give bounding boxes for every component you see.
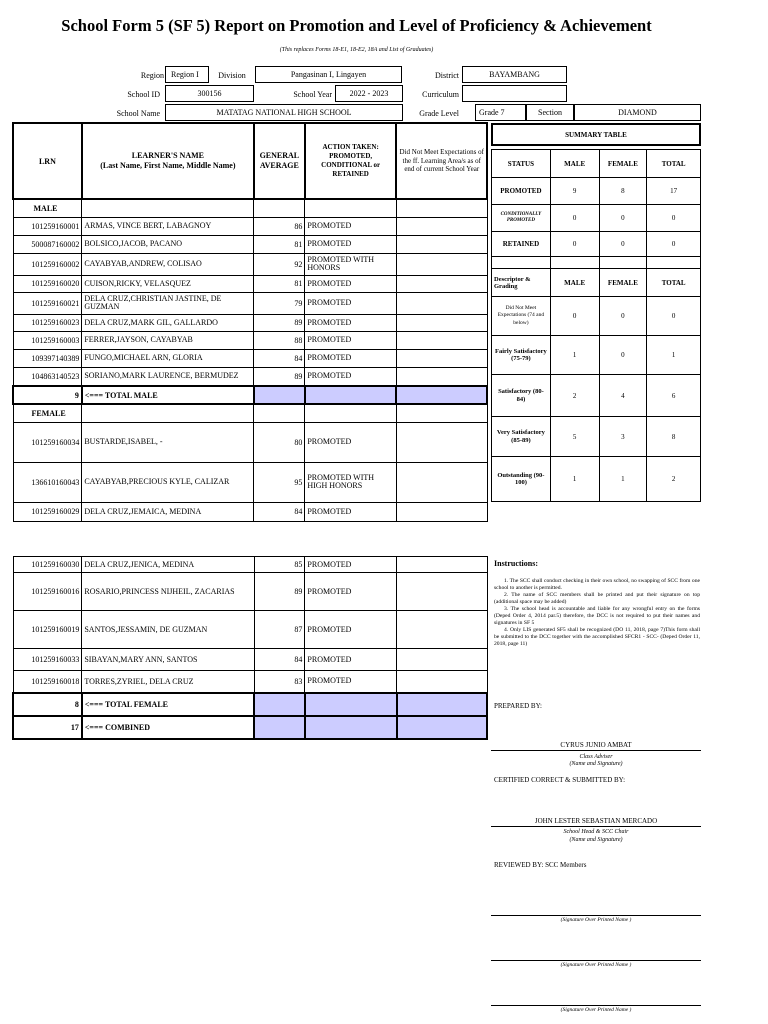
summary-h-female: FEMALE: [599, 150, 647, 178]
learner-row: [13, 367, 487, 386]
lrn-cell: 101259160023: [13, 314, 82, 331]
scc-signature-line-2: [491, 960, 701, 961]
learner-name-cell: SORIANO,MARK LAURENCE, BERMUDEZ: [82, 367, 254, 386]
learner-table: [12, 122, 488, 522]
col-dnme: Did Not Meet Expectations of the ff. Learning Area/s as of end of current School Year: [396, 123, 487, 199]
curriculum-label: Curriculum: [422, 89, 459, 99]
action-taken-cell: PROMOTED: [305, 349, 397, 367]
lrn-cell: 136610160043: [13, 462, 82, 502]
summary-female-cell: 4: [599, 375, 647, 417]
lrn-cell: 101259160030: [13, 557, 82, 573]
general-average-cell: 79: [254, 292, 305, 314]
page-subtitle: (This replaces Forms 18-E1, 18-E2, 18A and List of Graduates): [279, 47, 434, 53]
summary-h-male: MALE: [550, 150, 599, 178]
summary-descriptor-row: [492, 375, 701, 417]
lrn-cell: 101259160002: [13, 253, 82, 275]
action-taken-cell: PROMOTED: [305, 422, 397, 462]
summary-male-cell: 1: [550, 457, 599, 502]
summary-status-row: [492, 232, 701, 257]
summary-male-cell: 1: [550, 336, 599, 375]
dnme-cell: [396, 367, 487, 386]
general-average-cell: 88: [254, 331, 305, 349]
learner-row: [13, 422, 487, 462]
action-taken-cell: PROMOTED: [305, 502, 397, 521]
dnme-cell: [396, 462, 487, 502]
learner-name-cell: FUNGO,MICHAEL ARN, GLORIA: [82, 349, 254, 367]
action-taken-cell: PROMOTED: [305, 331, 397, 349]
general-average-cell: 89: [254, 573, 305, 611]
action-taken-cell: PROMOTED: [305, 292, 397, 314]
summary-descriptor-cell: Outstanding (90-100): [492, 457, 551, 502]
scc-sig-note-3: (Signature Over Printed Name ): [560, 1007, 632, 1013]
general-average-cell: 89: [254, 314, 305, 331]
action-taken-cell: PROMOTED: [305, 235, 397, 253]
general-average-cell: 85: [254, 557, 305, 573]
learner-row: [13, 649, 487, 671]
dnme-cell: [397, 671, 487, 693]
general-average-cell: 80: [254, 422, 305, 462]
action-taken-cell: PROMOTED: [305, 217, 397, 235]
lrn-cell: 101259160001: [13, 217, 82, 235]
learner-row: [13, 573, 487, 611]
general-average-cell: 81: [254, 275, 305, 292]
action-taken-cell: PROMOTED: [305, 573, 397, 611]
col-name-title: LEARNER'S NAME: [131, 151, 204, 160]
scc-signature-line-3: [491, 1005, 701, 1006]
district-value: BAYAMBANG: [462, 66, 567, 83]
learner-name-cell: BOLSICO,JACOB, PACANO: [82, 235, 254, 253]
general-average-cell: 86: [254, 217, 305, 235]
adviser-signature-line: [491, 750, 701, 751]
lrn-cell: 101259160034: [13, 422, 82, 462]
dnme-cell: [397, 573, 487, 611]
learner-row: [13, 275, 487, 292]
dnme-cell: [397, 557, 487, 573]
general-average-cell: 89: [254, 367, 305, 386]
summary-descriptor-cell: Did Not Meet Expectations (74 and below): [492, 297, 551, 336]
head-note: (Name and Signature): [569, 837, 623, 843]
learner-row: [13, 462, 487, 502]
learner-row: [13, 253, 487, 275]
col-name-sub: (Last Name, First Name, Middle Name): [100, 161, 236, 170]
combined-count: 17: [13, 716, 82, 739]
scc-signature-line-1: [491, 915, 701, 916]
learner-row: [13, 235, 487, 253]
action-taken-cell: PROMOTED WITH HONORS: [305, 253, 397, 275]
learner-name-cell: ARMAS, VINCE BERT, LABAGNOY: [82, 217, 254, 235]
lrn-cell: 101259160033: [13, 649, 82, 671]
learner-name-cell: FERRER,JAYSON, CAYABYAB: [82, 331, 254, 349]
summary-total-cell: 17: [647, 178, 701, 205]
summary-female-cell: 1: [599, 457, 647, 502]
summary-h-descriptor: Descriptor & Grading: [492, 269, 551, 297]
certified-label: CERTIFIED CORRECT & SUBMITTED BY:: [494, 776, 626, 784]
learner-name-cell: DELA CRUZ,JEMAICA, MEDINA: [82, 502, 254, 521]
summary-total-cell: 2: [647, 457, 701, 502]
summary-title: SUMMARY TABLE: [491, 123, 701, 146]
summary-male-cell: 0: [550, 205, 599, 232]
learner-row: [13, 502, 487, 521]
summary-table: [491, 149, 701, 502]
dnme-cell: [396, 292, 487, 314]
school-name-value: MATATAG NATIONAL HIGH SCHOOL: [165, 104, 403, 121]
head-name: JOHN LESTER SEBASTIAN MERCADO: [534, 817, 658, 825]
instructions-list: [494, 578, 700, 648]
total-female-count: 8: [13, 693, 82, 716]
dnme-cell: [396, 331, 487, 349]
total-female-label: <=== TOTAL FEMALE: [82, 693, 254, 716]
general-average-cell: 92: [254, 253, 305, 275]
summary-status-cell: RETAINED: [492, 232, 551, 257]
dnme-cell: [396, 349, 487, 367]
action-taken-cell: PROMOTED: [305, 557, 397, 573]
summary-male-cell: 5: [550, 417, 599, 457]
summary-descriptor-row: [492, 297, 701, 336]
summary-descriptor-row: [492, 336, 701, 375]
dnme-cell: [396, 235, 487, 253]
summary-descriptor-row: [492, 417, 701, 457]
school-year-value: 2022 - 2023: [335, 85, 403, 102]
action-taken-cell: PROMOTED: [305, 275, 397, 292]
dnme-cell: [396, 422, 487, 462]
general-average-cell: 84: [254, 649, 305, 671]
learner-row: [13, 557, 487, 573]
summary-female-cell: 8: [599, 178, 647, 205]
learner-name-cell: DELA CRUZ,JENICA, MEDINA: [82, 557, 254, 573]
division-value: Pangasinan I, Lingayen: [255, 66, 402, 83]
summary-h-female-2: FEMALE: [599, 269, 647, 297]
learner-name-cell: CUISON,RICKY, VELASQUEZ: [82, 275, 254, 292]
instructions-title: Instructions:: [494, 559, 539, 568]
learner-name-cell: DELA CRUZ,MARK GIL, GALLARDO: [82, 314, 254, 331]
lrn-cell: 101259160020: [13, 275, 82, 292]
learner-name-cell: CAYABYAB,ANDREW, COLISAO: [82, 253, 254, 275]
summary-female-cell: 0: [599, 205, 647, 232]
general-average-cell: 87: [254, 611, 305, 649]
col-general-average: GENERAL AVERAGE: [254, 123, 305, 199]
dnme-cell: [397, 649, 487, 671]
summary-descriptor-cell: Fairly Satisfactory (75-79): [492, 336, 551, 375]
instruction-item: 1. The SCC shall conduct checking in their own school, no swapping of SCC from one school to another is permitted.: [494, 578, 700, 591]
learner-row: [13, 217, 487, 235]
total-male-label: <=== TOTAL MALE: [82, 386, 254, 404]
general-average-cell: 84: [254, 349, 305, 367]
learner-name-cell: CAYABYAB,PRECIOUS KYLE, CALIZAR: [82, 462, 254, 502]
learner-name-cell: ROSARIO,PRINCESS NIJHEIL, ZACARIAS: [82, 573, 254, 611]
learner-row: [13, 292, 487, 314]
head-signature-line: [491, 826, 701, 827]
school-name-label: School Name: [116, 108, 160, 118]
head-role: School Head & SCC Chair: [563, 829, 629, 835]
action-taken-cell: PROMOTED WITH HIGH HONORS: [305, 462, 397, 502]
scc-sig-note-2: (Signature Over Printed Name ): [560, 962, 632, 968]
division-label: Division: [218, 70, 246, 80]
col-name: [82, 123, 254, 199]
prepared-by-label: PREPARED BY:: [494, 702, 542, 710]
lrn-cell: 101259160029: [13, 502, 82, 521]
district-label: District: [435, 70, 459, 80]
col-action-taken: ACTION TAKEN: PROMOTED, CONDITIONAL or RETAINED: [305, 123, 397, 199]
school-id-label: School ID: [127, 89, 160, 99]
instruction-item: 2. The name of SCC members shall be printed and put their signature on top (additional space may be added): [494, 592, 700, 605]
section-label: Section: [526, 104, 574, 121]
summary-descriptor-row: [492, 457, 701, 502]
learner-row: [13, 671, 487, 693]
action-taken-cell: PROMOTED: [305, 367, 397, 386]
learner-row: [13, 611, 487, 649]
grade-level-value: Grade 7: [475, 104, 526, 121]
curriculum-value: [462, 85, 567, 102]
learner-table-continued: [12, 556, 488, 740]
adviser-note: (Name and Signature): [569, 761, 623, 767]
lrn-cell: 109397140389: [13, 349, 82, 367]
adviser-role: Class Adviser: [579, 754, 613, 760]
male-section-label: MALE: [13, 199, 82, 217]
lrn-cell: 104863140523: [13, 367, 82, 386]
school-year-label: School Year: [293, 89, 332, 99]
summary-status-row: [492, 205, 701, 232]
dnme-cell: [396, 502, 487, 521]
learner-row: [13, 349, 487, 367]
scc-sig-note-1: (Signature Over Printed Name ): [560, 917, 632, 923]
lrn-cell: 101259160003: [13, 331, 82, 349]
reviewed-label: REVIEWED BY: SCC Members: [494, 861, 587, 869]
summary-status-cell: CONDITIONALLY PROMOTED: [492, 205, 551, 232]
region-value: Region I: [165, 66, 209, 83]
col-lrn: LRN: [13, 123, 82, 199]
learner-name-cell: DELA CRUZ,CHRISTIAN JASTINE, DE GUZMAN: [82, 292, 254, 314]
general-average-cell: 95: [254, 462, 305, 502]
summary-status-cell: PROMOTED: [492, 178, 551, 205]
lrn-cell: 101259160019: [13, 611, 82, 649]
learner-row: [13, 314, 487, 331]
summary-male-cell: 9: [550, 178, 599, 205]
learner-name-cell: BUSTARDE,ISABEL, -: [82, 422, 254, 462]
lrn-cell: 101259160021: [13, 292, 82, 314]
page-title: School Form 5 (SF 5) Report on Promotion and Level of Proficiency & Achievement: [61, 16, 652, 35]
summary-male-cell: 0: [550, 232, 599, 257]
summary-h-total: TOTAL: [647, 150, 701, 178]
adviser-name: CYRUS JUNIO AMBAT: [560, 741, 632, 749]
summary-h-male-2: MALE: [550, 269, 599, 297]
summary-female-cell: 0: [599, 297, 647, 336]
learner-name-cell: SANTOS,JESSAMIN, DE GUZMAN: [82, 611, 254, 649]
action-taken-cell: PROMOTED: [305, 649, 397, 671]
general-average-cell: 81: [254, 235, 305, 253]
dnme-cell: [396, 217, 487, 235]
female-section-label: FEMALE: [13, 404, 82, 422]
region-label: Region: [140, 70, 164, 80]
lrn-cell: 101259160018: [13, 671, 82, 693]
instruction-item: 4. Only LIS generated SF5 shall be recognized (DO 11, 2018, page 7)This form shall be submitted to the DCC together with the accomplished SFCR1 - SCC- (Deped Order 11, 2018, page 11): [494, 627, 700, 647]
dnme-cell: [397, 611, 487, 649]
summary-h-status: STATUS: [492, 150, 551, 178]
general-average-cell: 84: [254, 502, 305, 521]
instruction-item: 3. The school head is accountable and liable for any wrongful entry on the forms (Deped Order 4, 2014 par.5) therefore, the DCC is not required to put their names and signatures in SF 5: [494, 606, 700, 626]
summary-total-cell: 1: [647, 336, 701, 375]
dnme-cell: [396, 314, 487, 331]
dnme-cell: [396, 275, 487, 292]
dnme-cell: [396, 253, 487, 275]
school-id-value: 300156: [165, 85, 254, 102]
summary-total-cell: 0: [647, 232, 701, 257]
summary-female-cell: 3: [599, 417, 647, 457]
section-value: DIAMOND: [574, 104, 701, 121]
summary-female-cell: 0: [599, 232, 647, 257]
summary-total-cell: 6: [647, 375, 701, 417]
total-male-count: 9: [13, 386, 82, 404]
action-taken-cell: PROMOTED: [305, 611, 397, 649]
learner-name-cell: SIBAYAN,MARY ANN, SANTOS: [82, 649, 254, 671]
grade-level-label: Grade Level: [419, 108, 459, 118]
general-average-cell: 83: [254, 671, 305, 693]
learner-row: [13, 331, 487, 349]
action-taken-cell: PROMOTED: [305, 314, 397, 331]
summary-total-cell: 8: [647, 417, 701, 457]
summary-descriptor-cell: Very Satisfactory (85-89): [492, 417, 551, 457]
summary-total-cell: 0: [647, 297, 701, 336]
summary-male-cell: 0: [550, 297, 599, 336]
action-taken-cell: PROMOTED: [305, 671, 397, 693]
learner-name-cell: TORRES,ZYRIEL, DELA CRUZ: [82, 671, 254, 693]
summary-female-cell: 0: [599, 336, 647, 375]
summary-total-cell: 0: [647, 205, 701, 232]
lrn-cell: 500087160002: [13, 235, 82, 253]
lrn-cell: 101259160016: [13, 573, 82, 611]
combined-label: <=== COMBINED: [82, 716, 254, 739]
summary-male-cell: 2: [550, 375, 599, 417]
summary-status-row: [492, 178, 701, 205]
summary-descriptor-cell: Satisfactory (80-84): [492, 375, 551, 417]
summary-h-total-2: TOTAL: [647, 269, 701, 297]
